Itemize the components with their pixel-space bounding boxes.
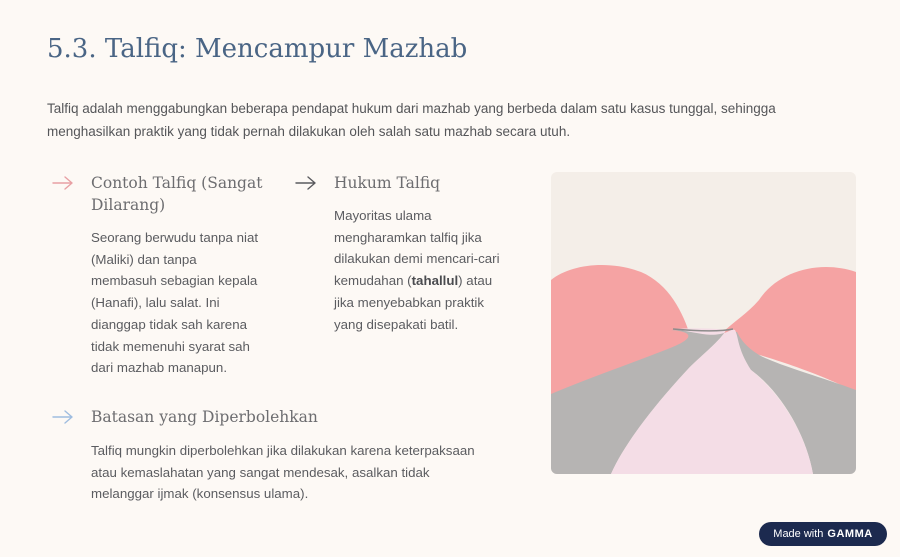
ruling-heading: Hukum Talfiq <box>334 174 441 192</box>
badge-prefix: Made with <box>773 528 824 540</box>
body-line: Talfiq mungkin diperbolehkan jika dilakukan karena keterpaksaan <box>91 443 475 458</box>
body-line: atau kemaslahatan yang sangat mendesak, asalkan tidak <box>91 464 430 480</box>
intro-paragraph <box>47 97 827 143</box>
tahallul-term: tahallul <box>411 273 459 289</box>
road-between-hills-illustration <box>551 172 856 474</box>
gamma-logo: GAMMA <box>827 528 873 540</box>
body-line: (Hanafi), lalu salat. Ini <box>91 295 220 311</box>
arrow-right-icon <box>51 409 75 425</box>
body-line: dilakukan demi mencari-cari <box>334 251 500 267</box>
example-body <box>91 227 258 379</box>
body-line: jika menyebabkan praktik <box>334 294 485 310</box>
ruling-body <box>334 205 500 335</box>
body-line: Mayoritas ulama <box>334 208 432 223</box>
body-line: Seorang berwudu tanpa niat <box>91 230 259 245</box>
body-line: melanggar ijmak (konsensus ulama). <box>91 486 309 502</box>
body-line: dari mazhab manapun. <box>91 360 228 376</box>
body-line: dianggap tidak sah karena <box>91 316 247 332</box>
example-heading: Contoh Talfiq (Sangat Dilarang) <box>91 174 263 214</box>
body-line: yang disepakati batil. <box>334 316 459 332</box>
page-title: 5.3. Talfiq: Mencampur Mazhab <box>47 34 468 64</box>
body-line: kemudahan (tahallul) atau <box>334 273 493 289</box>
limits-heading: Batasan yang Diperbolehkan <box>91 408 318 426</box>
illustration-graphic <box>551 172 856 474</box>
intro-line: menghasilkan praktik yang tidak pernah dilakukan oleh salah satu mazhab secara utuh. <box>47 124 571 139</box>
body-line: (Maliki) dan tanpa <box>91 251 197 267</box>
body-line: membasuh sebagian kepala <box>91 273 258 289</box>
body-line: tidak memenuhi syarat sah <box>91 338 250 354</box>
intro-line: Talfiq adalah menggabungkan beberapa pendapat hukum dari mazhab yang berbeda dalam satu kasus tunggal, sehingga <box>47 101 776 116</box>
limits-body <box>91 440 475 505</box>
arrow-right-icon <box>294 175 318 191</box>
body-line: mengharamkan talfiq jika <box>334 229 482 245</box>
arrow-right-icon <box>51 175 75 191</box>
made-with-gamma-badge[interactable] <box>759 522 887 546</box>
